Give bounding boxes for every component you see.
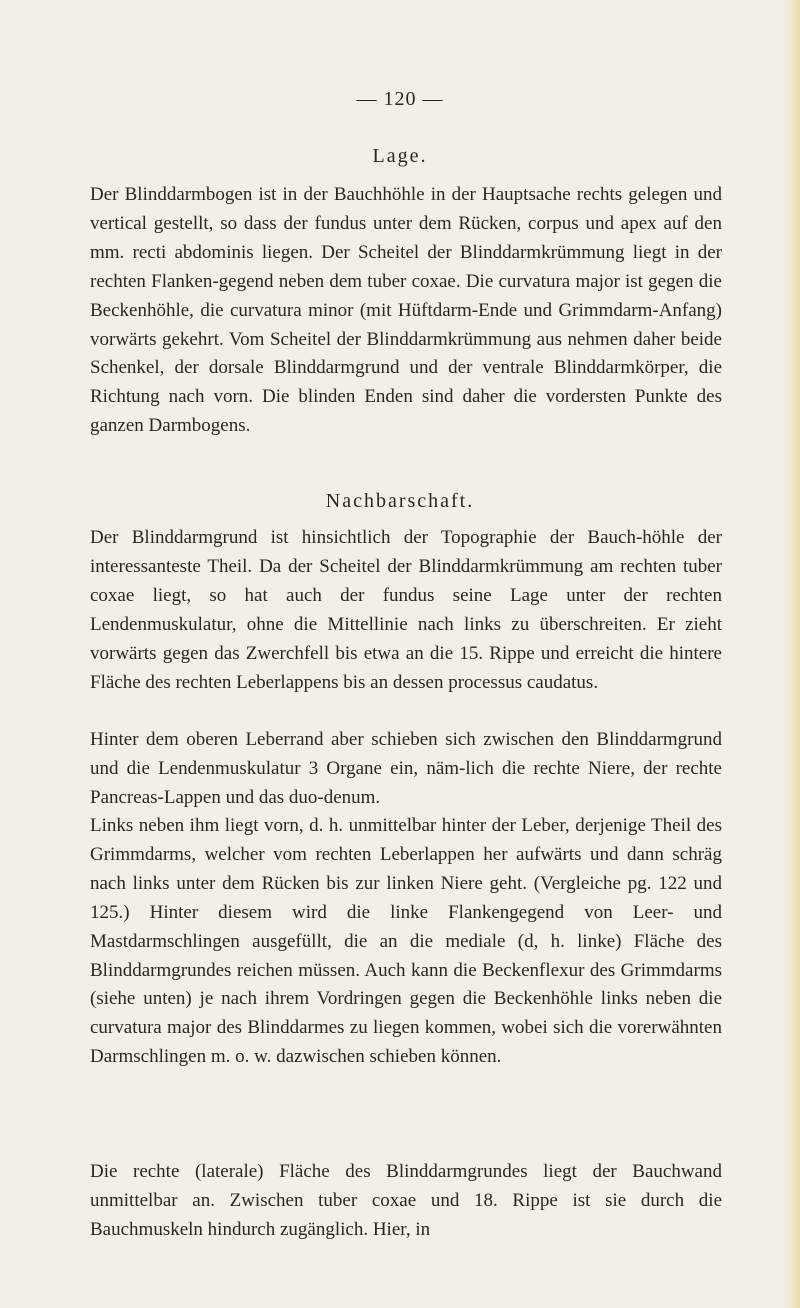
section-heading-nachbarschaft: Nachbarschaft. bbox=[325, 490, 475, 512]
paragraph-3: Hinter dem oberen Leberrand aber schieben sich zwischen den Blinddarmgrund und die Lendenmuskulatur 3 Organe ein, näm-lich die rechte Niere, der rechte Pancreas-Lappen und das duo-denum. bbox=[90, 729, 722, 808]
section-heading-lage: Lage. bbox=[372, 145, 428, 167]
page-number: — 120 — bbox=[356, 88, 444, 110]
paragraph-2: Der Blinddarmgrund ist hinsichtlich der Topographie der Bauch-höhle der interessanteste Theil. Da der Scheitel der Blinddarmkrümmung am rechten tuber coxae liegt, so hat auch der fundus seine Lage unter der rechten Lendenmuskulatur, ohne die Mittellinie nach links zu überschreiten. Er zieht vorwärts gegen das Zwerchfell bis etwa an die 15. Rippe und erreicht die hintere Fläche des rechten Leberlappens bis an dessen processus caudatus. bbox=[90, 527, 722, 693]
paragraph-5: Die rechte (laterale) Fläche des Blinddarmgrundes liegt der Bauchwand unmittelbar an. Zwischen tuber coxae und 18. Rippe ist sie durch die Bauchmuskeln hindurch zugänglich. Hier, in bbox=[90, 1161, 722, 1240]
paragraph-4: Links neben ihm liegt vorn, d. h. unmittelbar hinter der Leber, derjenige Theil des Grimmdarms, welcher vom rechten Leberlappen her aufwärts und dann schräg nach links unter dem Rücken bis zur linken Niere geht. (Vergleiche pg. 122 und 125.) Hinter diesem wird die linke Flankengegend von Leer- und Mastdarmschlingen ausgefüllt, die an die mediale (d, h. linke) Fläche des Blinddarmgrundes reichen müssen. Auch kann die Beckenflexur des Grimmdarms (siehe unten) je nach ihrem Vordringen gegen die Beckenhöhle links neben die curvatura major des Blinddarmes zu liegen kommen, wobei sich die vorerwähnten Darmschlingen m. o. w. dazwischen schieben können. bbox=[90, 815, 722, 1068]
paragraph-1: Der Blinddarmbogen ist in der Bauchhöhle in der Hauptsache rechts gelegen und vertical gestellt, so dass der fundus unter dem Rücken, corpus und apex auf den mm. recti abdominis liegen. Der Scheitel der Blinddarmkrümmung liegt in der rechten Flanken-gegend neben dem tuber coxae. Die curvatura major ist gegen die Beckenhöhle, die curvatura minor (mit Hüftdarm-Ende und Grimmdarm-Anfang) vorwärts gekehrt. Vom Scheitel der Blinddarmkrümmung aus nehmen daher beide Schenkel, der dorsale Blinddarmgrund und der ventrale Blinddarmkörper, die Richtung nach vorn. Die blinden Enden sind daher die vordersten Punkte des ganzen Darmbogens. bbox=[90, 184, 722, 437]
page-edge-shadow bbox=[782, 0, 800, 1308]
